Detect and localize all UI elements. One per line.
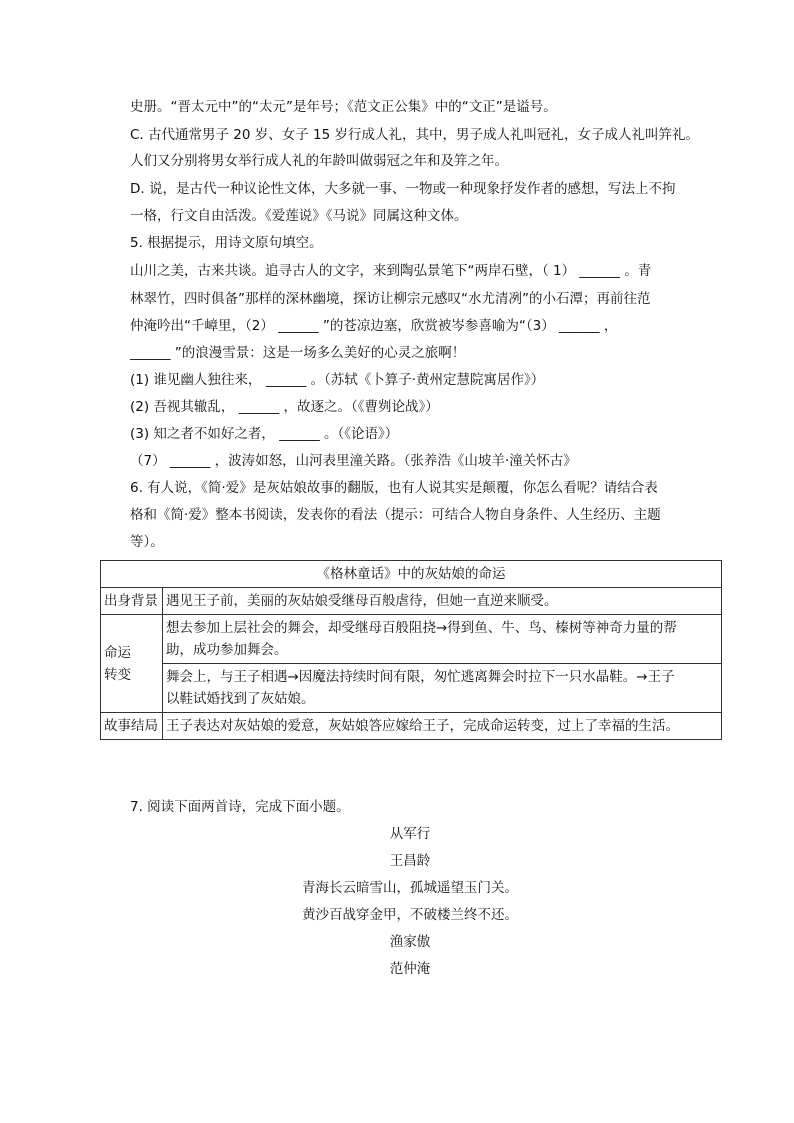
- table-row: [101, 615, 722, 664]
- text-line: 等）。: [130, 534, 164, 550]
- row-label-part: 转变: [104, 666, 131, 683]
- row-text-ending: 王子表达对灰姑娘的爱意，灰姑娘答应嫁给王子，完成命运转变，过上了幸福的生活。: [163, 713, 722, 740]
- text-line: C. 古代通常男子 20 岁、女子 15 岁行成人礼，其中，男子成人礼叫冠礼，女子成人礼叫笄礼。: [130, 127, 700, 143]
- text-line: 人们又分别将男女举行成人礼的年龄叫做弱冠之年和及笄之年。: [130, 153, 508, 169]
- text-line: 一格，行文自由活泼。《爱莲说》《马说》同属这种文体。: [130, 208, 468, 224]
- question-5-heading: 5. 根据提示，用诗文原句填空。: [130, 235, 323, 251]
- poem2-title: 渔家傲: [389, 934, 431, 950]
- poem1-author: 王昌龄: [389, 853, 431, 869]
- text-line: 山川之美，古来共谈。追寻古人的文字，来到陶弘景笔下“两岸石壁，（ 1） ______ 。青: [130, 263, 652, 279]
- fill-item-2: (2) 吾视其辙乱， ______ ，故逐之。（《曹刿论战》）: [130, 399, 439, 415]
- cell-line: 助，成功参加舞会。: [166, 642, 288, 658]
- fill-item-7: （7） ______ ，波涛如怒，山河表里潼关路。（张养浩《山坡羊·潼关怀古》: [130, 453, 577, 469]
- question-7-heading: 7. 阅读下面两首诗，完成下面小题。: [130, 799, 350, 815]
- table-caption: 《格林童话》中的灰姑娘的命运: [101, 561, 722, 588]
- table-row: [101, 588, 722, 615]
- text-line: 史册。“晋太元中”的“太元”是年号；《范文正公集》中的“文正”是谥号。: [130, 99, 557, 115]
- row-label-background: 出身背景: [101, 588, 163, 615]
- row-label-part: 命运: [104, 644, 131, 661]
- fill-item-3: (3) 知之者不如好之者， ______ 。（《论语》）: [130, 426, 399, 442]
- question-6-heading: 6. 有人说，《简·爱》是灰姑娘故事的翻版，也有人说其实是颠覆，你怎么看呢？请结合表: [130, 480, 658, 496]
- row-text-fate-change-2: [163, 664, 722, 713]
- poem1-line: 青海长云暗雪山，孤城遥望玉门关。: [302, 880, 518, 896]
- cinderella-fate-table: [100, 560, 722, 740]
- row-label-ending: 故事结局: [101, 713, 163, 740]
- row-text-fate-change-1: [163, 615, 722, 664]
- cell-line: 想去参加上层社会的舞会，却受继母百般阻挠→得到鱼、牛、鸟、榛树等神奇力量的帮: [166, 620, 677, 636]
- text-line: 林翠竹，四时俱备”那样的深林幽境，探访让柳宗元感叹“水尤清冽”的小石潭；再前往范: [130, 291, 651, 307]
- cell-line: 舞会上，与王子相遇→因魔法持续时间有限，匆忙逃离舞会时拉下一只水晶鞋。→王子: [166, 669, 675, 685]
- table-row: [101, 713, 722, 740]
- text-line: 格和《简·爱》整本书阅读，发表你的看法（提示：可结合人物自身条件、人生经历、主题: [130, 507, 661, 523]
- row-text-background: 遇见王子前，美丽的灰姑娘受继母百般虐待，但她一直逆来顺受。: [163, 588, 722, 615]
- text-line: ______ ”的浪漫雪景：这是一场多么美好的心灵之旅啊！: [130, 345, 466, 361]
- text-line: 仲淹吟出“千嶂里，（2） ______ ”的苍凉边塞，欣赏被岑参喜喻为“（3） ______ ，: [130, 318, 618, 334]
- table-row: [101, 664, 722, 713]
- poem1-title: 从军行: [389, 826, 431, 842]
- cell-line: 以鞋试婚找到了灰姑娘。: [166, 691, 315, 707]
- row-label-fate-change: [101, 615, 163, 713]
- fill-item-1: (1) 谁见幽人独往来， ______ 。（苏轼《卜算子·黄州定慧院寓居作》）: [130, 372, 545, 388]
- text-line: D. 说，是古代一种议论性文体，大多就一事、一物或一种现象抒发作者的感想，写法上不拘: [130, 181, 676, 197]
- poem1-line: 黄沙百战穿金甲，不破楼兰终不还。: [302, 907, 518, 923]
- poem2-author: 范仲淹: [389, 961, 431, 977]
- table-caption-row: [101, 561, 722, 588]
